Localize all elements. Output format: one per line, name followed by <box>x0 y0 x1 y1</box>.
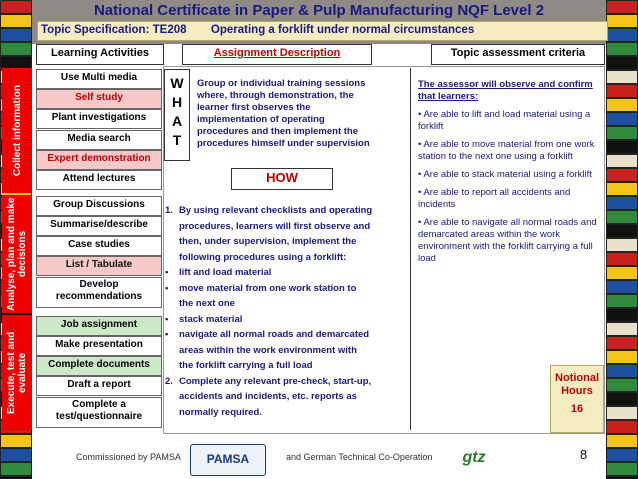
how-line: • navigate all normal roads and demarcated <box>165 329 370 340</box>
column-divider <box>410 68 411 430</box>
topic-code: TE208 <box>152 24 187 36</box>
what-description: Group or individual training sessions where, through demonstration, the learner first observes the implementation of operating procedures and then implement the procedures himself under supervision <box>197 78 370 149</box>
activity-self-study: Self study <box>36 89 162 109</box>
activity-summarise-describe: Summarise/describe <box>36 216 162 236</box>
how-line: following procedures using a forklift: <box>179 251 347 263</box>
section-execute-test: Execute, test and evaluate <box>2 315 32 430</box>
learning-activities-header: Learning Activities <box>36 44 164 65</box>
page-number: 8 <box>580 447 588 462</box>
activity-list-tabulate: List / Tabulate <box>36 256 162 276</box>
notional-hours-box: Notional Hours 16 <box>550 365 604 433</box>
section-analyse-plan: Analyse, plan and make decisions <box>2 195 32 313</box>
footer-cooperation: and German Technical Co-Operation <box>286 452 433 462</box>
notional-hours-value: 16 <box>570 403 584 415</box>
how-line: the forklift carrying a full load <box>179 360 313 371</box>
activity-develop-recommendations: Develop recommendations <box>36 277 162 308</box>
how-line: 2. Complete any relevant pre-check, start-up, <box>165 375 372 387</box>
right-decorative-strip <box>606 0 638 479</box>
page-title: National Certificate in Paper & Pulp Manufacturing NQF Level 2 <box>93 2 545 19</box>
activity-job-assignment: Job assignment <box>36 316 162 336</box>
criteria-item: • Are able to navigate all normal roads and demarcated areas within the work environment with the forklift carrying a full load <box>418 217 597 264</box>
how-line: procedures, learners will first observe and <box>179 220 371 232</box>
activity-plant-investigations: Plant investigations <box>36 109 162 129</box>
activity-expert-demonstration: Expert demonstration <box>36 150 162 170</box>
how-label: HOW <box>231 168 333 190</box>
how-procedure-list <box>165 203 408 420</box>
how-line: 1. By using relevant checklists and operating <box>165 205 373 216</box>
how-line: • move material from one work station to <box>165 282 357 294</box>
activity-complete-documents: Complete documents <box>36 356 162 376</box>
activity-media-search: Media search <box>36 130 162 150</box>
topic-specification-bar <box>37 21 608 41</box>
pamsa-logo: PAMSA <box>190 444 266 476</box>
activity-complete-test: Complete a test/questionnaire <box>36 397 162 428</box>
assignment-description-header: Assignment Description <box>182 44 372 65</box>
criteria-heading: The assessor will observe and confirm that learners: <box>418 79 593 102</box>
activity-group-discussions: Group Discussions <box>36 196 162 216</box>
how-line: • stack material <box>165 313 243 325</box>
how-line: accidents and incidents, etc. reports as <box>179 391 357 402</box>
section-collect-information: Collect information <box>2 68 32 193</box>
criteria-item: • Are able to move material from one work station to the next one using a forklift <box>418 139 595 162</box>
topic-label: Topic Specification: <box>41 24 150 36</box>
activity-case-studies: Case studies <box>36 236 162 256</box>
criteria-item: • Are able to stack material using a forklift <box>418 169 592 180</box>
criteria-item: • Are able to report all accidents and incidents <box>418 187 571 210</box>
assessment-criteria <box>418 79 598 271</box>
footer-commissioned: Commissioned by PAMSA <box>76 452 181 462</box>
criteria-item: • Are able to lift and load material using a forklift <box>418 109 591 132</box>
activity-make-presentation: Make presentation <box>36 336 162 356</box>
topic-name: Operating a forklift under normal circumstances <box>210 24 475 36</box>
how-line: the next one <box>179 298 235 309</box>
how-line: then, under supervision, implement the <box>179 236 357 247</box>
gtz-logo: gtz <box>462 449 486 466</box>
what-label: W H A T <box>164 69 190 161</box>
activity-use-multi-media: Use Multi media <box>36 69 162 89</box>
assessment-criteria-header: Topic assessment criteria <box>431 44 605 65</box>
activity-draft-report: Draft a report <box>36 376 162 396</box>
activity-attend-lectures: Attend lectures <box>36 170 162 190</box>
how-line: • lift and load material <box>165 267 272 278</box>
how-line: areas within the work environment with <box>179 344 357 356</box>
how-line: normally required. <box>179 406 262 418</box>
